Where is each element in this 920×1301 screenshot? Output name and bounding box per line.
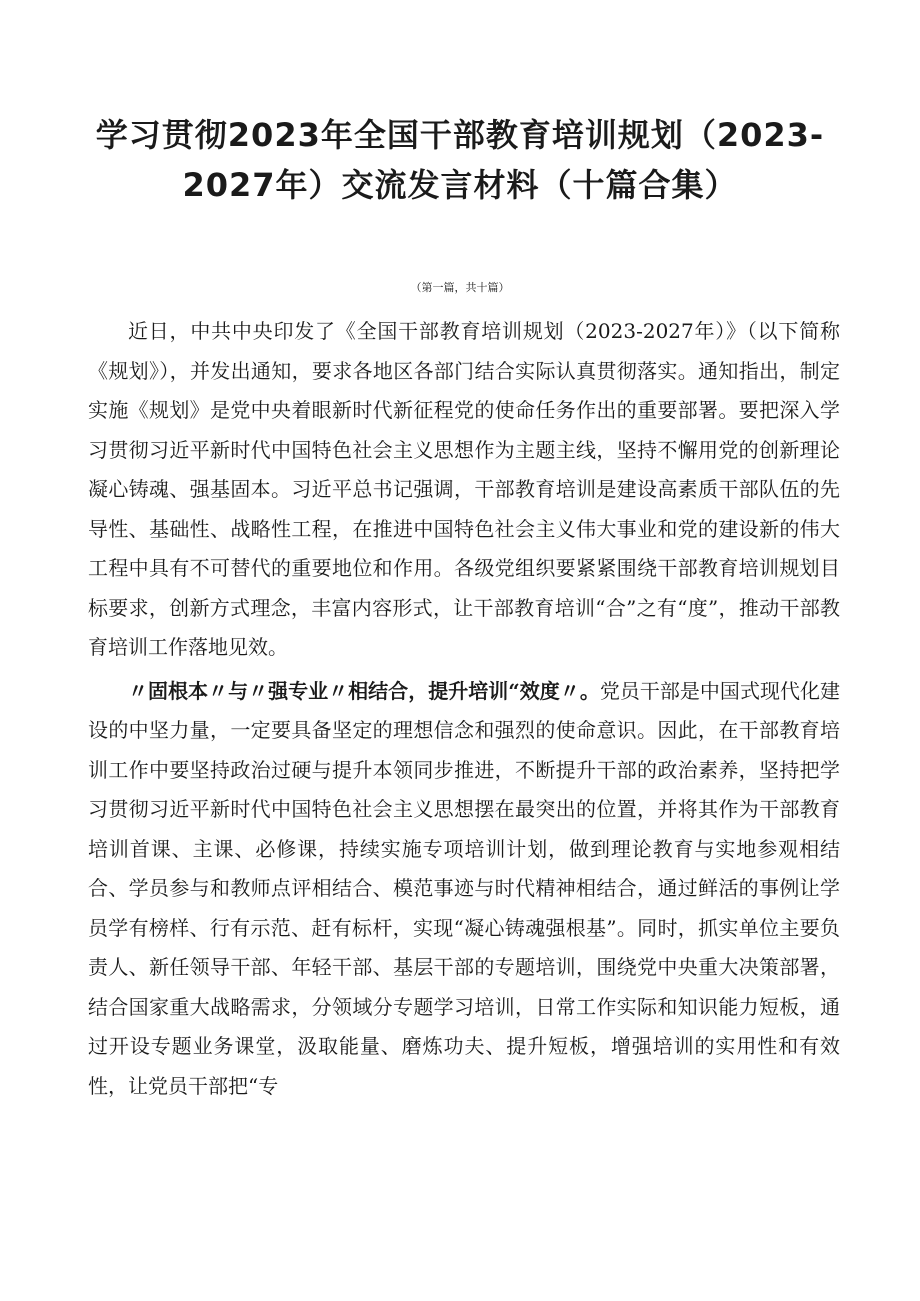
title-line-1: 学习贯彻2023年全国干部教育培训规划（2023- bbox=[95, 116, 825, 154]
paragraph-text: 近日，中共中央印发了《全国干部教育培训规划（2023-2027年）》（以下简称《规划》），并发出通知，要求各地区各部门结合实际认真贯彻落实。通知指出，制定实施《规划》是党中央着眼新时代新征程党的使命任务作出的重要部署。要把深入学习贯彻习近平新时代中国特色社会主义思想作为主题主线，坚持不懈用党的创新理论凝心铸魂、强基固本。习近平总书记强调，干部教育培训是建设高素质干部队伍的先导性、基础性、战略性工程，在推进中国特色社会主义伟大事业和党的建设新的伟大工程中具有不可替代的重要地位和作用。各级党组织要紧紧围绕干部教育培训规划目标要求，创新方式理念，丰富内容形式，让干部教育培训“合”之有“度”，推动干部教育培训工作落地见效。 bbox=[88, 319, 840, 659]
title-line-2: 2027年）交流发言材料（十篇合集） bbox=[182, 166, 738, 204]
paragraph bbox=[88, 672, 840, 1107]
section-marker: （第一篇，共十篇） bbox=[410, 281, 510, 294]
paragraph-lead: 〃固根本〃与〃强专业〃相结合，提升培训“效度〃。 bbox=[128, 678, 600, 703]
document-body bbox=[88, 312, 840, 1110]
paragraph bbox=[88, 312, 840, 668]
document-title bbox=[90, 110, 830, 210]
paragraph-text: 党员干部是中国式现代化建设的中坚力量，一定要具备坚定的理想信念和强烈的使命意识。因此，在干部教育培训工作中要坚持政治过硬与提升本领同步推进，不断提升干部的政治素养，坚持把学习贯彻习近平新时代中国特色社会主义思想摆在最突出的位置，并将其作为干部教育培训首课、主课、必修课，持续实施专项培训计划，做到理论教育与实地参观相结合、学员参与和教师点评相结合、模范事迹与时代精神相结合，通过鲜活的事例让学员学有榜样、行有示范、赶有标杆，实现“凝心铸魂强根基”。同时，抓实单位主要负责人、新任领导干部、年轻干部、基层干部的专题培训，围绕党中央重大决策部署，结合国家重大战略需求，分领域分专题学习培训，日常工作实际和知识能力短板，通过开设专题业务课堂，汲取能量、磨炼功夫、提升短板，增强培训的实用性和有效性，让党员干部把“专 bbox=[88, 678, 840, 1098]
